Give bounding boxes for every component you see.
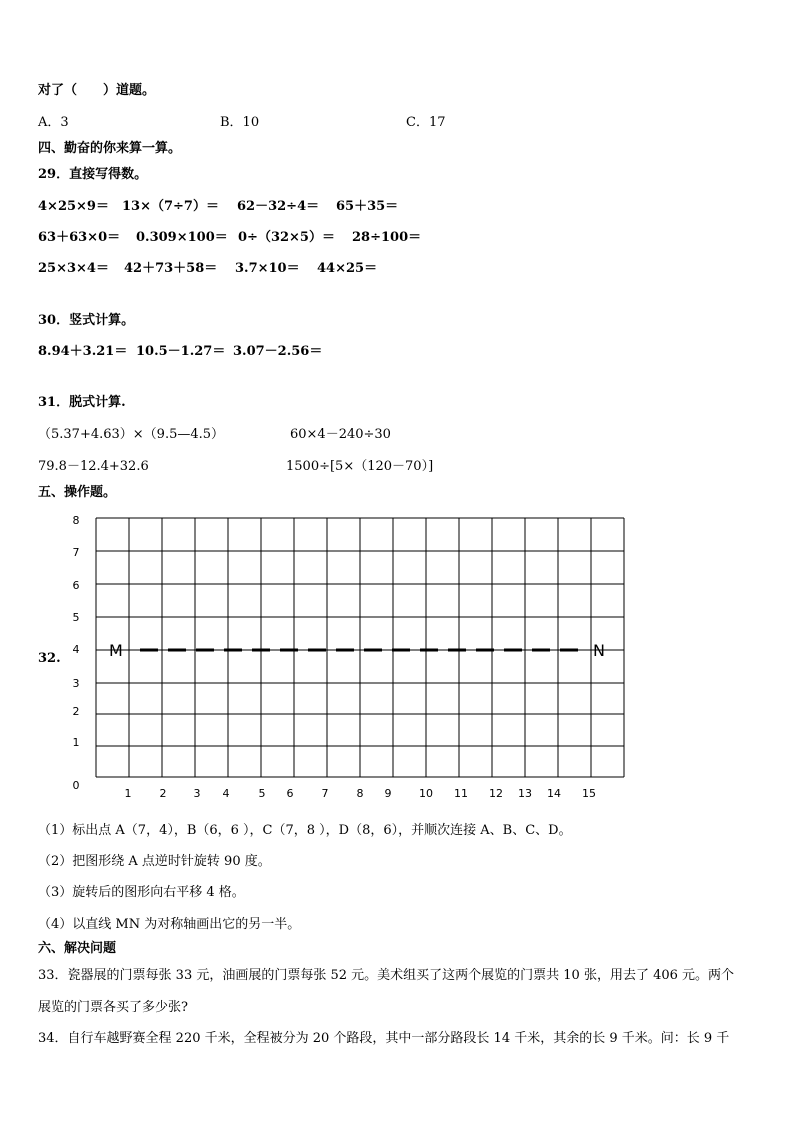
section-6-heading: 六、解决问题 xyxy=(38,941,117,956)
x-tick-label: 8 xyxy=(356,787,364,800)
q34-line-1: 34．自行车越野赛全程 220 千米，全程被分为 20 个路段，其中一部分路段长 14 千米，其余的长 9 千米。问：长 9 千 xyxy=(38,1031,730,1046)
q30-b: 10.5－1.27＝ xyxy=(136,344,226,359)
q30-title: 30．竖式计算。 xyxy=(38,313,135,328)
q31-title: 31．脱式计算. xyxy=(38,395,126,410)
q31-d: 1500÷[5×（120－70）] xyxy=(286,459,434,474)
q29-r3-d: 44×25＝ xyxy=(317,261,378,276)
option-a: A．3 xyxy=(38,115,69,130)
q29-r2-b: 0.309×100＝ xyxy=(136,230,228,245)
x-tick-label: 2 xyxy=(159,787,167,800)
x-tick-label: 6 xyxy=(286,787,294,800)
y-tick-label: 6 xyxy=(72,579,80,592)
y-tick-label: 1 xyxy=(72,736,80,749)
q29-r3-b: 42＋73＋58＝ xyxy=(124,261,218,276)
y-tick-label: 5 xyxy=(72,611,80,624)
q32-number: 32. xyxy=(38,651,61,666)
q32-step-4: （4）以直线 MN 为对称轴画出它的另一半。 xyxy=(38,917,301,932)
x-tick-label: 1 xyxy=(124,787,132,800)
y-tick-label: 8 xyxy=(72,514,80,527)
section-5-heading: 五、操作题。 xyxy=(38,485,117,500)
q32-step-1: （1）标出点 A（7，4），B（6，6 ），C（7，8 ），D（8，6），并顺次连接 A、B、C、D。 xyxy=(38,823,572,838)
option-b: B．10 xyxy=(220,115,260,130)
x-tick-label: 10 xyxy=(419,787,433,800)
q29-r3-c: 3.7×10＝ xyxy=(235,261,300,276)
q32-step-2: （2）把图形绕 A 点逆时针旋转 90 度。 xyxy=(38,854,271,869)
option-c: C．17 xyxy=(406,115,446,130)
q30-a: 8.94＋3.21＝ xyxy=(38,344,128,359)
q28-tail: 对了（ ）道题。 xyxy=(38,83,156,98)
x-tick-label: 12 xyxy=(489,787,503,800)
q29-title: 29．直接写得数。 xyxy=(38,167,148,182)
grid-lines xyxy=(96,518,624,777)
axis-labels xyxy=(73,514,597,800)
point-n-label: N xyxy=(593,641,605,660)
x-tick-label: 3 xyxy=(193,787,201,800)
x-tick-label: 14 xyxy=(547,787,561,800)
point-m-label: M xyxy=(109,641,123,660)
q29-r1-c: 62－32÷4＝ xyxy=(237,199,320,214)
x-tick-label: 15 xyxy=(582,787,596,800)
y-tick-label: 7 xyxy=(72,546,80,559)
x-tick-label: 7 xyxy=(321,787,329,800)
q29-r3-a: 25×3×4＝ xyxy=(38,261,109,276)
q31-c: 79.8－12.4+32.6 xyxy=(38,459,149,474)
x-tick-label: 5 xyxy=(258,787,266,800)
x-tick-label: 4 xyxy=(222,787,230,800)
q31-b: 60×4－240÷30 xyxy=(290,427,391,442)
q32-step-3: （3）旋转后的图形向右平移 4 格。 xyxy=(38,885,245,900)
q29-r2-c: 0÷（32×5）＝ xyxy=(238,230,335,245)
q29-r1-b: 13×（7÷7）＝ xyxy=(122,199,219,214)
y-tick-label: 3 xyxy=(72,677,80,690)
q29-r1-d: 65＋35＝ xyxy=(336,199,399,214)
q30-c: 3.07－2.56＝ xyxy=(233,344,323,359)
x-tick-label: 13 xyxy=(518,787,532,800)
section-4-heading: 四、勤奋的你来算一算。 xyxy=(38,141,182,156)
y-tick-label: 4 xyxy=(72,643,80,656)
q29-r1-a: 4×25×9＝ xyxy=(38,199,109,214)
q33-line-1: 33．瓷器展的门票每张 33 元，油画展的门票每张 52 元。美术组买了这两个展览的门票共 10 张，用去了 406 元。两个 xyxy=(38,968,735,983)
q29-r2-d: 28÷100＝ xyxy=(352,230,422,245)
q29-r2-a: 63＋63×0＝ xyxy=(38,230,121,245)
q31-a: （5.37+4.63）×（9.5—4.5） xyxy=(38,427,225,442)
x-tick-label: 9 xyxy=(384,787,392,800)
y-tick-label: 0 xyxy=(72,779,80,792)
q33-line-2: 展览的门票各买了多少张? xyxy=(38,1000,188,1015)
x-tick-label: 11 xyxy=(454,787,468,800)
y-tick-label: 2 xyxy=(72,705,80,718)
